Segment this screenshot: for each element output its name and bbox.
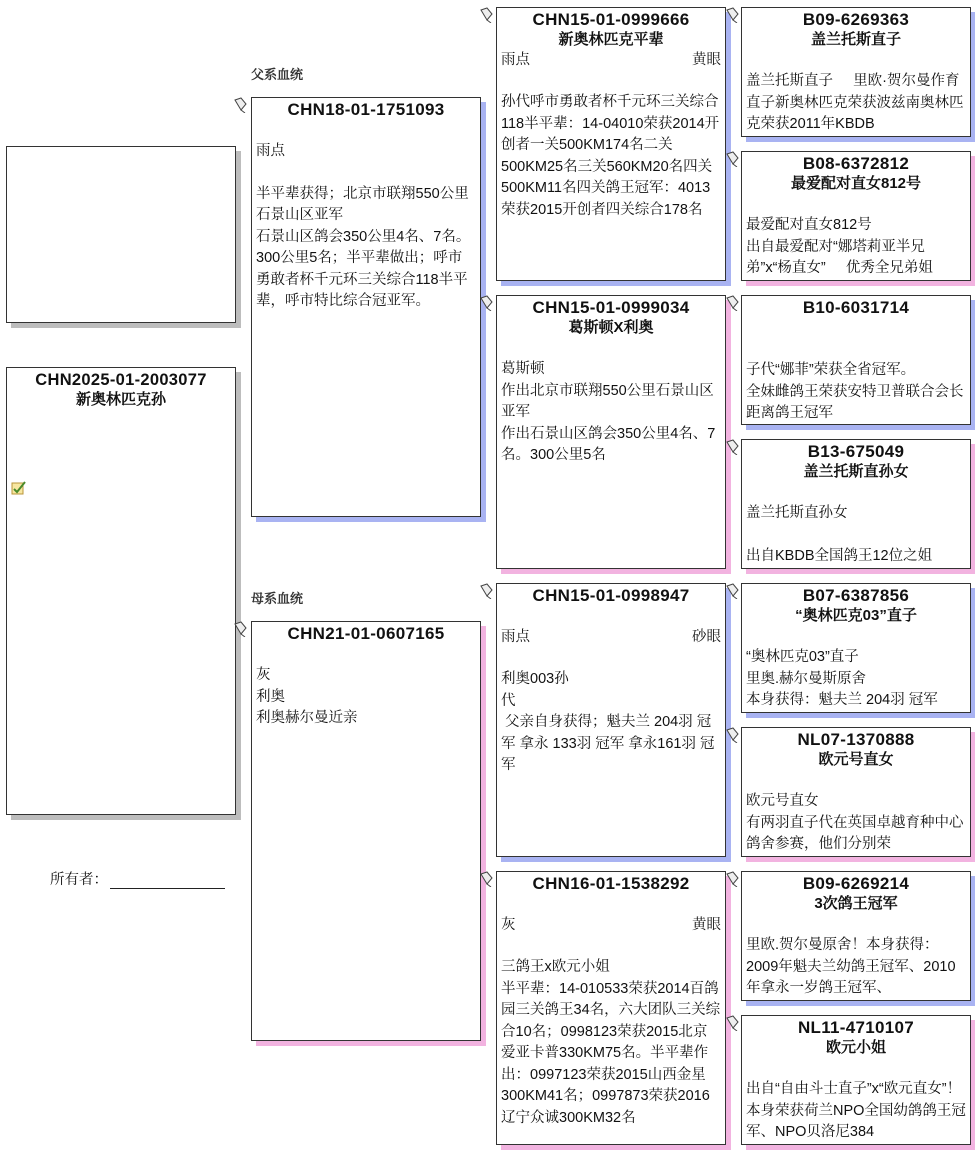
sire-sire-card	[496, 7, 726, 281]
sire-dam-card	[496, 295, 726, 569]
gg-card-3	[741, 295, 971, 425]
subject-card	[6, 367, 236, 815]
sire-notes: 半平辈获得；北京市联翔550公里石景山区亚军 石景山区鸽会350公里4名、7名。300公里5名；半平辈做出；呼市勇敢者杯千元环三关综合118半平辈，呼市特比综合冠亚军。	[256, 185, 471, 309]
dam-notes: 灰 利奥 利奥赫尔曼近亲	[256, 667, 358, 726]
subject-name: 新奥林匹克孙	[75, 391, 166, 408]
gg-card-6	[741, 727, 971, 857]
gg-notes: 出自“自由斗士直子”x“欧元直女”！本身荣获荷兰NPO全国幼鸽鸽王冠军、NPO贝洛尼384	[746, 1081, 966, 1140]
gg-card-4	[741, 439, 971, 569]
sire-card	[251, 97, 481, 517]
dam-sire-card	[496, 583, 726, 857]
ss-notes: 孙代呼市勇敢者杯千元环三关综合118半平辈：14-04010荣获2014开创者一关500KM174名二关 500KM25名三关560KM20名四关 500KM11名四关鸽王冠军：4013荣获2015开创者四关综合178名	[501, 94, 720, 218]
ds-ring: CHN15-01-0998947	[532, 586, 690, 605]
ds-eye: 砂眼	[692, 629, 721, 645]
gg-ring: B08-6372812	[802, 154, 910, 173]
owner-label: 所有者：	[50, 872, 108, 888]
gg-notes: 里欧.贺尔曼原舍！本身获得：2009年魁夫兰幼鸽王冠军、2010年拿永一岁鸽王冠军、	[746, 937, 956, 996]
pin-icon[interactable]	[725, 7, 741, 23]
dam-dam-card	[496, 871, 726, 1145]
dd-color: 灰	[501, 917, 516, 933]
pin-icon[interactable]	[233, 97, 249, 113]
gg-card-2	[741, 151, 971, 281]
ss-eye: 黄眼	[692, 52, 721, 68]
gg-notes: 最爱配对直女812号 出自最爱配对“娜塔莉亚半兄弟”x“杨直女” 优秀全兄弟姐	[746, 217, 933, 276]
gg-ring: B07-6387856	[802, 586, 910, 605]
pin-icon[interactable]	[479, 871, 495, 887]
gg-notes: 盖兰托斯直孙女 出自KBDB全国鸽王12位之姐	[746, 505, 933, 564]
gg-notes: “奥林匹克03”直子 里奥.赫尔曼斯原舍 本身获得：魁夫兰 204羽 冠军	[746, 649, 938, 708]
gg-notes: 欧元号直女 有两羽直子代在英国卓越育种中心鸽舍参赛，他们分别荣	[746, 793, 964, 852]
pin-icon[interactable]	[725, 1015, 741, 1031]
ds-color: 雨点	[501, 629, 530, 645]
dd-notes: 三鸽王x欧元小姐 半平辈：14-010533荣获2014百鸽园三关鸽王34名，六大团队三关综合10名；0998123荣获2015北京爱亚卡普330KM75名。半平辈作出：0997123荣获2015山西金星300KM41名；0997873荣获2016辽宁众诚300KM32名	[501, 959, 721, 1126]
pin-icon[interactable]	[725, 727, 741, 743]
ds-notes: 利奥003孙 代 父亲自身获得；魁夫兰 204羽 冠军 拿永 133羽 冠军 拿永161羽 冠军	[501, 671, 715, 773]
owner-row	[50, 868, 225, 889]
sire-line-label: 父系血统	[251, 67, 304, 82]
dam-ring: CHN21-01-0607165	[287, 624, 445, 643]
pin-icon[interactable]	[233, 621, 249, 637]
gg-name: 盖兰托斯直孙女	[803, 463, 909, 480]
dd-ring: CHN16-01-1538292	[532, 874, 690, 893]
pin-icon[interactable]	[725, 151, 741, 167]
pin-icon[interactable]	[725, 583, 741, 599]
pin-icon[interactable]	[479, 7, 495, 23]
subject-ring: CHN2025-01-2003077	[35, 371, 207, 389]
gg-name: 最爱配对直女812号	[790, 175, 922, 192]
sd-ring: CHN15-01-0999034	[532, 298, 690, 317]
pin-icon[interactable]	[725, 295, 741, 311]
ss-color: 雨点	[501, 52, 530, 68]
dd-eye: 黄眼	[692, 917, 721, 933]
gg-ring: B13-675049	[807, 442, 905, 461]
sire-color: 雨点	[256, 143, 285, 159]
pin-icon[interactable]	[725, 439, 741, 455]
pin-icon[interactable]	[479, 583, 495, 599]
gg-card-5	[741, 583, 971, 713]
gg-ring: B10-6031714	[802, 298, 910, 317]
sd-notes: 葛斯顿 作出北京市联翔550公里石景山区亚军 作出石景山区鸽会350公里4名、7名。300公里5名	[501, 361, 716, 463]
gg-card-1	[741, 7, 971, 137]
gg-notes: 子代“娜菲”荣获全省冠军。 全妹雌鸽王荣获安特卫普联合会长距离鸽王冠军	[746, 362, 964, 421]
gg-notes: 盖兰托斯直子 里欧·贺尔曼作育直子新奥林匹克荣获波兹南奥林匹克荣获2011年KBDB	[746, 73, 964, 132]
dam-line-label: 母系血统	[251, 591, 304, 606]
gg-name: 欧元小姐	[825, 1039, 886, 1056]
gg-ring: NL11-4710107	[797, 1018, 915, 1037]
gg-ring: B09-6269363	[802, 10, 910, 29]
gg-card-7	[741, 871, 971, 1001]
gg-name: 3次鸽王冠军	[814, 895, 898, 912]
sire-ring: CHN18-01-1751093	[287, 100, 445, 119]
gg-card-8	[741, 1015, 971, 1145]
dam-card	[251, 621, 481, 1041]
gg-name: 欧元号直女	[818, 751, 894, 768]
edit-note-icon[interactable]	[11, 480, 27, 496]
ss-ring: CHN15-01-0999666	[532, 10, 690, 29]
gg-ring: NL07-1370888	[797, 730, 915, 749]
ss-name: 新奥林匹克平辈	[558, 31, 664, 48]
gg-ring: B09-6269214	[802, 874, 910, 893]
gg-name: 盖兰托斯直子	[810, 31, 901, 48]
pin-icon[interactable]	[479, 295, 495, 311]
pin-icon[interactable]	[725, 871, 741, 887]
gg-name: “奥林匹克03”直子	[795, 607, 917, 624]
sd-name: 葛斯顿X利奥	[568, 319, 654, 336]
owner-input-line[interactable]	[110, 874, 225, 889]
photo-frame	[6, 146, 236, 323]
